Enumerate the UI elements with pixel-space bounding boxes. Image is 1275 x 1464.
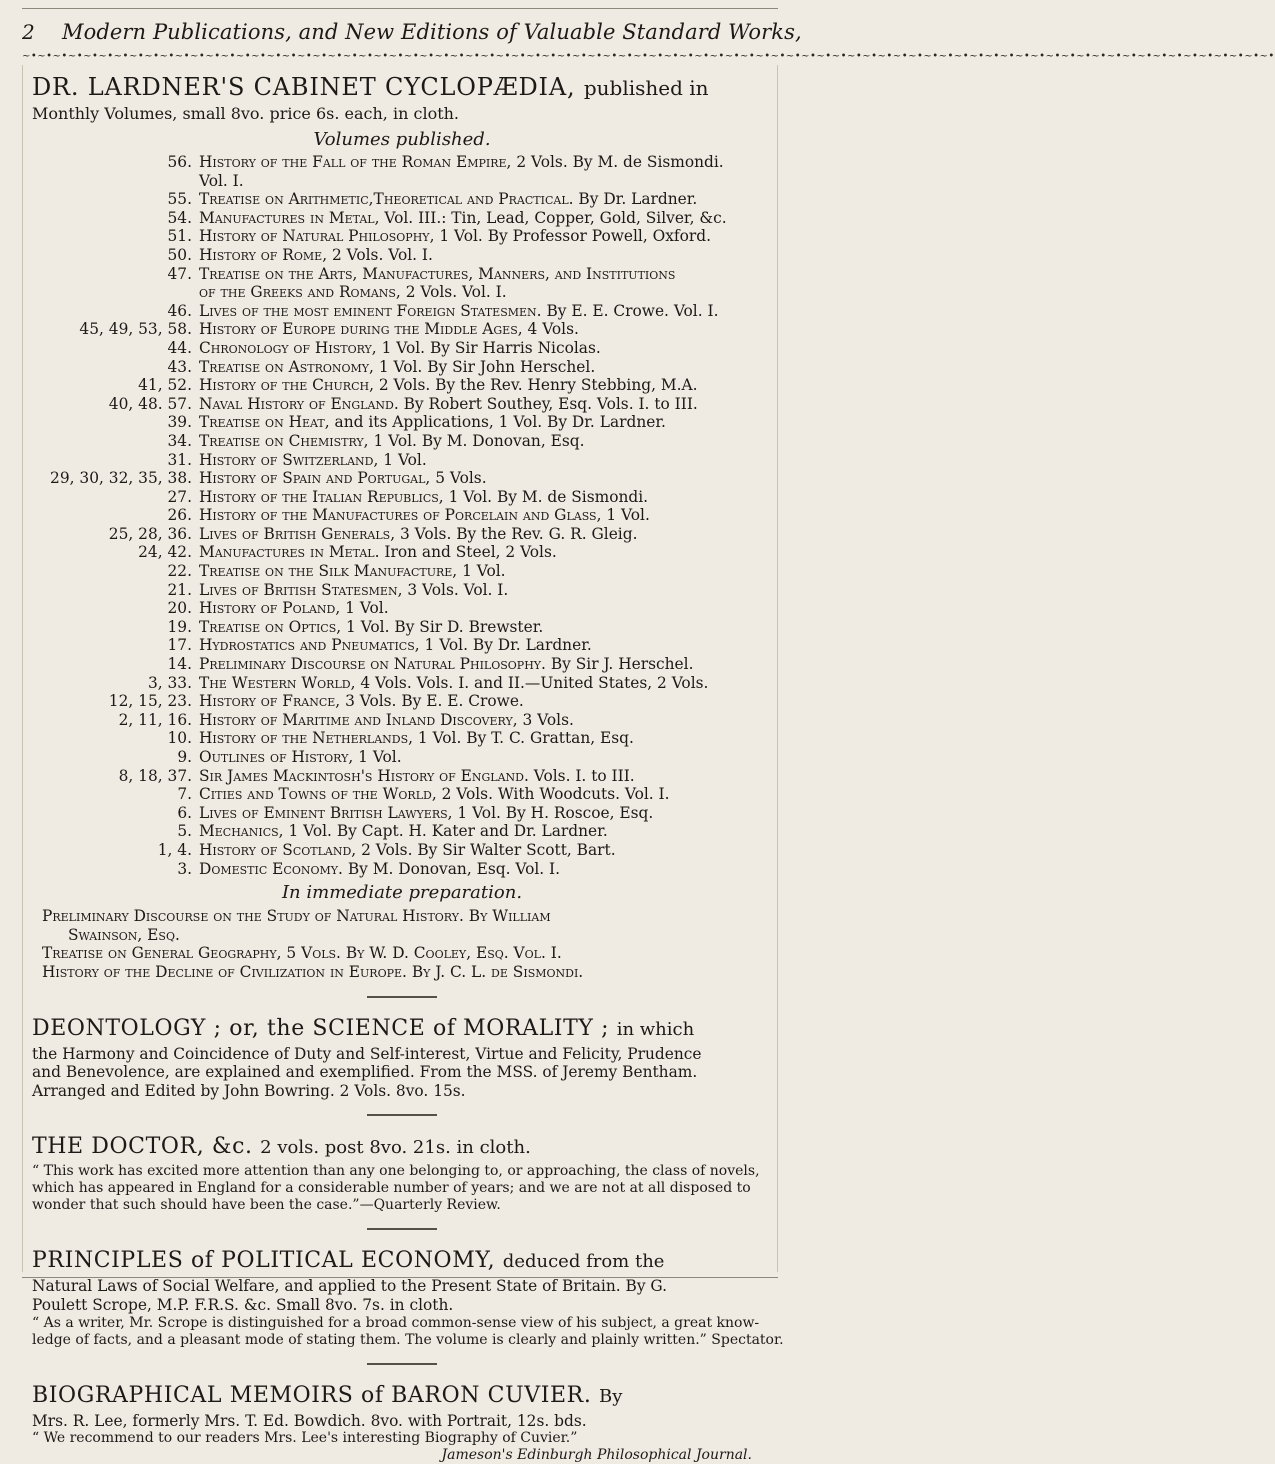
volume-title: Naval History of England. xyxy=(199,395,399,413)
volume-number: 8, 18, 37. xyxy=(32,767,199,786)
volume-entry xyxy=(32,488,772,507)
cuvier-review-quote: “ We recommend to our readers Mrs. Lee's interesting Biography of Cuvier.” xyxy=(32,1430,772,1447)
advertisement-content xyxy=(32,72,772,1464)
volume-number: 3, 33. xyxy=(32,674,199,693)
volume-details: 3 Vols. xyxy=(518,711,574,729)
volume-title: History of Europe during the Middle Ages, xyxy=(199,320,523,338)
volume-title: The Western World, xyxy=(199,674,355,692)
volume-entry xyxy=(32,413,772,432)
volume-number: 41, 52. xyxy=(32,376,199,395)
volume-entry xyxy=(32,265,772,284)
volume-details: 1 Vol. By Sir D. Brewster. xyxy=(341,618,543,636)
political-economy-review-quote: “ As a writer, Mr. Scrope is distinguished for a broad common-sense view of his subject, a great know- ledge of facts, and a pleasant mode of stating them. The volume is clearly and plainly written.” Spectator. xyxy=(32,1315,772,1349)
volume-list xyxy=(32,153,772,878)
volume-number: 31. xyxy=(32,451,199,470)
volume-entry xyxy=(32,302,772,321)
volume-details: 1 Vol. xyxy=(601,506,649,524)
volume-title: Treatise on Astronomy, xyxy=(199,358,374,376)
volume-details: 4 Vols. xyxy=(523,320,579,338)
volume-title: Treatise on Heat, xyxy=(199,413,330,431)
volume-entry xyxy=(32,543,772,562)
bottom-rule xyxy=(22,1277,778,1278)
volume-title: History of Natural Philosophy, xyxy=(199,227,434,245)
volume-details: 1 Vol. By M. de Sismondi. xyxy=(444,488,648,506)
volume-entry xyxy=(32,785,772,804)
volume-title: History of Poland, xyxy=(199,599,340,617)
volume-details: Vols. I. to III. xyxy=(529,767,635,785)
volume-details: Iron and Steel, 2 Vols. xyxy=(380,543,557,561)
volume-details: and its Applications, 1 Vol. By Dr. Lardner. xyxy=(330,413,666,431)
volume-details: 2 Vols. By the Rev. Henry Stebbing, M.A. xyxy=(374,376,698,394)
political-economy-description: Natural Laws of Social Welfare, and applied to the Present State of Britain. By G. Poulett Scrope, M.P. F.R.S. &c. Small 8vo. 7s. in cloth. xyxy=(32,1277,772,1314)
volume-details: 1 Vol. xyxy=(353,748,401,766)
volume-entry xyxy=(32,599,772,618)
volume-entry xyxy=(32,358,772,377)
volume-title: Lives of British Statesmen, xyxy=(199,581,402,599)
page-number: 2 xyxy=(22,20,35,44)
volume-number: 7. xyxy=(32,785,199,804)
volume-title: History of the Church, xyxy=(199,376,374,394)
volume-entry xyxy=(32,729,772,748)
volume-title: Lives of Eminent British Lawyers, xyxy=(199,804,453,822)
running-title: Modern Publications, and New Editions of Valuable Standard Works, xyxy=(62,20,778,44)
volume-title: History of the Netherlands, xyxy=(199,729,413,747)
volume-title: History of Spain and Portugal, xyxy=(199,469,430,487)
volume-entry xyxy=(32,209,772,228)
volume-details: By M. Donovan, Esq. Vol. I. xyxy=(343,860,560,878)
cyclopaedia-title: DR. LARDNER'S CABINET CYCLOPÆDIA, published in xyxy=(32,72,772,103)
volume-number: 44. xyxy=(32,339,199,358)
volume-title: Manufactures in Metal, xyxy=(199,209,380,227)
volume-details: 3 Vols. By the Rev. G. R. Gleig. xyxy=(395,525,637,543)
volume-title: Treatise on Optics, xyxy=(199,618,341,636)
doctor-title: THE DOCTOR, &c. 2 vols. post 8vo. 21s. in cloth. xyxy=(32,1132,772,1163)
volume-entry xyxy=(32,767,772,786)
volume-entry xyxy=(32,506,772,525)
cuvier-review-source: Jameson's Edinburgh Philosophical Journal. xyxy=(32,1447,772,1464)
volume-number: 2, 11, 16. xyxy=(32,711,199,730)
preparation-list xyxy=(32,907,772,981)
preparation-item: Preliminary Discourse on the Study of Natural History. By William Swainson, Esq. xyxy=(42,907,772,944)
volume-number: 56. xyxy=(32,153,199,172)
political-economy-section xyxy=(32,1246,772,1348)
page-header xyxy=(22,14,778,50)
volume-number: 25, 28, 36. xyxy=(32,525,199,544)
volume-number: 6. xyxy=(32,804,199,823)
volume-title: of the Greeks and Romans, xyxy=(199,283,401,301)
deontology-section xyxy=(32,1014,772,1101)
political-economy-title: PRINCIPLES of POLITICAL ECONOMY, deduced from the xyxy=(32,1246,772,1277)
volume-entry xyxy=(32,227,772,246)
volume-number: 26. xyxy=(32,506,199,525)
volume-details: Vol. III.: Tin, Lead, Copper, Gold, Silver, &c. xyxy=(380,209,727,227)
divider xyxy=(367,1228,437,1230)
volume-details: By Robert Southey, Esq. Vols. I. to III. xyxy=(399,395,698,413)
volume-details: 3 Vols. Vol. I. xyxy=(402,581,508,599)
volume-entry xyxy=(32,190,772,209)
cuvier-section xyxy=(32,1381,772,1464)
deontology-description: the Harmony and Coincidence of Duty and Self-interest, Virtue and Felicity, Prudence and Benevolence, are explained and exemplified. From the MSS. of Jeremy Bentham. Arranged and Edited by John Bowring. 2 Vols. 8vo. 15s. xyxy=(32,1045,772,1101)
volume-details: 1 Vol. By Sir Harris Nicolas. xyxy=(377,339,601,357)
volume-details: 2 Vols. By M. de Sismondi. xyxy=(511,153,723,171)
volume-details: 1 Vol. By M. Donovan, Esq. xyxy=(369,432,585,450)
volume-number: 43. xyxy=(32,358,199,377)
volume-number: 3. xyxy=(32,860,199,879)
volume-title: Lives of the most eminent Foreign Statesmen. xyxy=(199,302,542,320)
volume-entry xyxy=(32,153,772,172)
volume-number: 24, 42. xyxy=(32,543,199,562)
volume-number: 17. xyxy=(32,636,199,655)
doctor-review-quote: “ This work has excited more attention than any one belonging to, or approaching, the class of novels, which has appeared in England for a considerable number of years; and we are not at all disposed to wonder that such should have been the case.”—Quarterly Review. xyxy=(32,1163,772,1214)
volume-title: Treatise on the Arts, Manufactures, Manners, and Institutions xyxy=(199,265,675,283)
volume-details: 1 Vol. By Capt. H. Kater and Dr. Lardner. xyxy=(284,822,608,840)
volume-title: Manufactures in Metal. xyxy=(199,543,380,561)
volume-entry xyxy=(32,525,772,544)
volume-title: History of Maritime and Inland Discovery, xyxy=(199,711,518,729)
volume-details: 2 Vols. By Sir Walter Scott, Bart. xyxy=(356,841,615,859)
volume-title: History of the Manufactures of Porcelain and Glass, xyxy=(199,506,601,524)
volume-title: History of Switzerland, xyxy=(199,451,378,469)
volume-number: 27. xyxy=(32,488,199,507)
volume-details: 1 Vol. By Professor Powell, Oxford. xyxy=(434,227,711,245)
volume-entry xyxy=(32,432,772,451)
top-rule xyxy=(22,8,778,9)
volume-number: 55. xyxy=(32,190,199,209)
volume-entry xyxy=(32,581,772,600)
volume-entry xyxy=(32,655,772,674)
volume-entry xyxy=(32,618,772,637)
volume-details: 4 Vols. Vols. I. and II.—United States, 2 Vols. xyxy=(355,674,708,692)
volume-details: 1 Vol. By Dr. Lardner. xyxy=(420,636,592,654)
volume-number: 9. xyxy=(32,748,199,767)
volume-title: History of Scotland, xyxy=(199,841,356,859)
volume-entry xyxy=(32,283,772,302)
volume-title: Sir James Mackintosh's History of England. xyxy=(199,767,529,785)
volume-number: 51. xyxy=(32,227,199,246)
divider xyxy=(367,996,437,998)
volume-title: Treatise on the Silk Manufacture, xyxy=(199,562,457,580)
volume-title: Preliminary Discourse on Natural Philosophy. xyxy=(199,655,546,673)
cuvier-description: Mrs. R. Lee, formerly Mrs. T. Ed. Bowdich. 8vo. with Portrait, 12s. bds. xyxy=(32,1412,772,1431)
preparation-item: Treatise on General Geography, 5 Vols. By W. D. Cooley, Esq. Vol. I. xyxy=(42,944,772,963)
volume-title: Treatise on Chemistry, xyxy=(199,432,369,450)
volume-details: 2 Vols. Vol. I. xyxy=(401,283,507,301)
volume-number: 34. xyxy=(32,432,199,451)
volume-entry xyxy=(32,636,772,655)
volume-number: 22. xyxy=(32,562,199,581)
volumes-heading: Volumes published. xyxy=(32,129,772,151)
volume-number: 19. xyxy=(32,618,199,637)
volume-details: By E. E. Crowe. Vol. I. xyxy=(542,302,719,320)
volume-number: 47. xyxy=(32,265,199,284)
volume-details: 3 Vols. By E. E. Crowe. xyxy=(340,692,524,710)
volume-entry xyxy=(32,395,772,414)
volume-entry xyxy=(32,804,772,823)
volume-details: 1 Vol. By T. C. Grattan, Esq. xyxy=(413,729,634,747)
volume-entry xyxy=(32,822,772,841)
volume-title: History of France, xyxy=(199,692,340,710)
volume-details: 1 Vol. xyxy=(340,599,388,617)
volume-title: Mechanics, xyxy=(199,822,284,840)
volume-details: By Dr. Lardner. xyxy=(574,190,698,208)
deontology-title: DEONTOLOGY ; or, the SCIENCE of MORALITY ; in which xyxy=(32,1014,772,1045)
volume-number: 12, 15, 23. xyxy=(32,692,199,711)
divider xyxy=(367,1114,437,1116)
volume-title: Chronology of History, xyxy=(199,339,377,357)
volume-entry xyxy=(32,376,772,395)
volume-entry xyxy=(32,469,772,488)
volume-entry xyxy=(32,841,772,860)
volume-entry xyxy=(32,711,772,730)
volume-number: 39. xyxy=(32,413,199,432)
volume-number: 21. xyxy=(32,581,199,600)
volume-entry xyxy=(32,172,772,191)
volume-number: 45, 49, 53, 58. xyxy=(32,320,199,339)
volume-title: History of the Fall of the Roman Empire, xyxy=(199,153,511,171)
cyclopaedia-subtitle: Monthly Volumes, small 8vo. price 6s. each, in cloth. xyxy=(32,103,772,125)
volume-title: Cities and Towns of the World, xyxy=(199,785,437,803)
volume-entry xyxy=(32,692,772,711)
volume-title: History of Rome, xyxy=(199,246,327,264)
preparation-item: History of the Decline of Civilization in Europe. By J. C. L. de Sismondi. xyxy=(42,963,772,982)
volume-number: 40, 48. 57. xyxy=(32,395,199,414)
preparation-heading: In immediate preparation. xyxy=(32,882,772,904)
volume-title: Outlines of History, xyxy=(199,748,353,766)
volume-details: 5 Vols. xyxy=(430,469,486,487)
volume-details: 1 Vol. By Sir John Herschel. xyxy=(374,358,595,376)
volume-details: 1 Vol. xyxy=(457,562,505,580)
volume-number: 5. xyxy=(32,822,199,841)
volume-number: 1, 4. xyxy=(32,841,199,860)
volume-details: 1 Vol. xyxy=(378,451,426,469)
volume-details: 2 Vols. Vol. I. xyxy=(327,246,433,264)
volume-entry xyxy=(32,320,772,339)
volume-details: 1 Vol. By H. Roscoe, Esq. xyxy=(453,804,654,822)
volume-number: 10. xyxy=(32,729,199,748)
volume-entry xyxy=(32,674,772,693)
divider xyxy=(367,1363,437,1365)
volume-details: By Sir J. Herschel. xyxy=(546,655,694,673)
volume-number: 14. xyxy=(32,655,199,674)
cyclopaedia-section xyxy=(32,72,772,982)
volume-entry xyxy=(32,748,772,767)
volume-number: 20. xyxy=(32,599,199,618)
volume-number: 50. xyxy=(32,246,199,265)
volume-number: 29, 30, 32, 35, 38. xyxy=(32,469,199,488)
cuvier-title: BIOGRAPHICAL MEMOIRS of BARON CUVIER. By xyxy=(32,1381,772,1412)
volume-number: 46. xyxy=(32,302,199,321)
doctor-section xyxy=(32,1132,772,1214)
ornamental-border: ~•~•~•~•~•~•~•~•~•~•~•~•~•~•~•~•~•~•~•~•~•~•~•~•~•~•~•~•~•~•~•~•~•~•~•~•~•~•~•~•~•~•~•~•~•~•~•~•~•~•~•~•~•~•~•~•~•~•~•~•~•~•~•~•~•~•~•~•~•~•~•~•~•~•~•~•~•~•~•~•~•~• xyxy=(22,52,778,62)
volume-details: 2 Vols. With Woodcuts. Vol. I. xyxy=(437,785,670,803)
volume-entry xyxy=(32,860,772,879)
volume-title: Lives of British Generals, xyxy=(199,525,395,543)
volume-title: Hydrostatics and Pneumatics, xyxy=(199,636,420,654)
volume-entry xyxy=(32,246,772,265)
volume-entry xyxy=(32,451,772,470)
volume-title: History of the Italian Republics, xyxy=(199,488,444,506)
volume-entry xyxy=(32,562,772,581)
volume-title: Treatise on Arithmetic,Theoretical and Practical. xyxy=(199,190,574,208)
volume-title: Domestic Economy. xyxy=(199,860,343,878)
volume-number: 54. xyxy=(32,209,199,228)
volume-details: Vol. I. xyxy=(199,172,244,190)
volume-entry xyxy=(32,339,772,358)
